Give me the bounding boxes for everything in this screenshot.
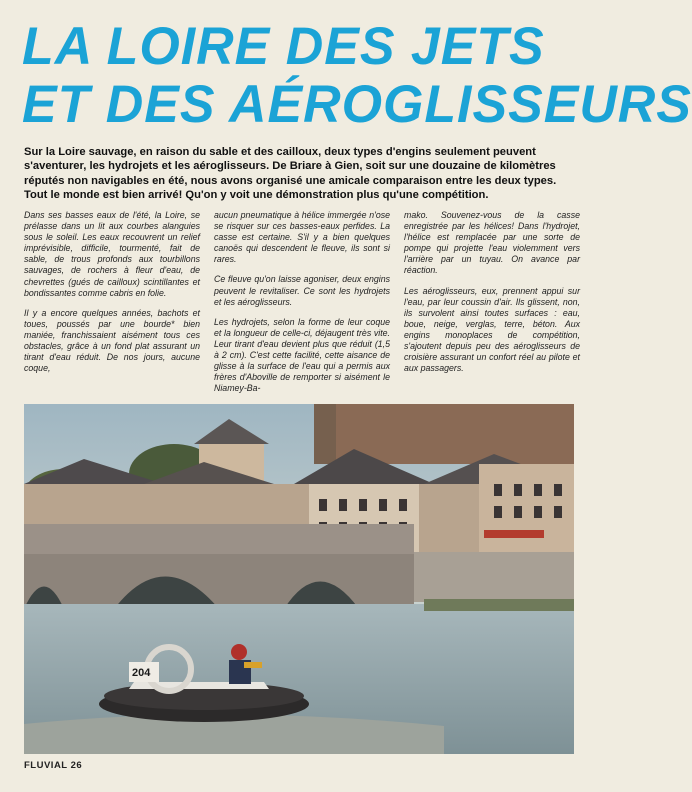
paragraph: mako. Souvenez-vous de la casse enregistrée par les hélices! Dans l'hydrojet, l'hélice est remplacée par une sorte de pompe qui projette l'eau violemment vers l'arrière par un tuyau. On avance par réaction. (404, 210, 580, 276)
title-line-2: ET DES AÉROGLISSEURS (22, 75, 692, 134)
column-1 (24, 210, 200, 400)
photo-illustration (24, 404, 574, 754)
title-line-1: LA LOIRE DES JETS (22, 17, 545, 76)
paragraph: Dans ses basses eaux de l'été, la Loire, se prélasse dans un lit aux courbes alanguies sous le soleil. Les eaux recouvrent un relief imprévisible, difficile, tourmenté, fait de sable, de trous profonds aux tourbillons sauvages, de rochers à fleur d'eau, de chevrettes (gués de cailloux) scintillantes et bondissantes comme cabris en folie. (24, 210, 200, 298)
column-2 (214, 210, 390, 400)
page-number: 26 (70, 760, 83, 771)
body-columns (24, 210, 580, 400)
paragraph: Il y a encore quelques années, bachots et toues, poussés par une bourde* bien maniée, franchissaient aisément tous ces obstacles, grâce à un fond plat assurant un tirant d'eau réduit. De nos jours, aucune coque, (24, 307, 200, 374)
paragraph: Les hydrojets, selon la forme de leur coque et la longueur de celle-ci, déjaugent très vite. Leur tirant d'eau devient plus que réduit (1,5 à 2 cm). C'est cette facilité, cette aisance de glisse à la surface de l'eau qui a permis aux frères d'Aboville de remporter si aisément le Niamey-Ba- (214, 316, 390, 394)
article-lead: Sur la Loire sauvage, en raison du sable et des cailloux, deux types d'engins seulement peuvent s'aventurer, les hydrojets et les aéroglisseurs. De Briare à Gien, soit sur une douzaine de kilomètres réputés non navigables en été, nous avons organisé une amicale comparaison entre les deux types. Tout le monde est bien arrivé! Qu'on y voit une démonstration plus qu'une compétition. (24, 146, 557, 201)
paragraph: aucun pneumatique à hélice immergée n'ose se risquer sur ces basses-eaux perfides. La casse est certaine. S'il y a bien quelques canoës qui descendent le fleuve, ils sont si rares. (214, 210, 390, 265)
craft-number: 204 (132, 667, 151, 679)
magazine-name: FLUVIAL (24, 760, 68, 771)
paragraph: Les aéroglisseurs, eux, prennent appui sur l'eau, par leur coussin d'air. Ils glissent, non, ils survolent ainsi toutes surfaces : eau, boue, neige, verglas, terre, béton. Aux engins monoplaces de compétition, s'ajoutent depuis peu des aéroglisseurs de croisière assurant un confort réel au pilote et aux passagers. (404, 285, 580, 374)
article-title (22, 17, 692, 134)
paragraph: Ce fleuve qu'on laisse agoniser, deux engins peuvent le revitaliser. Ce sont les hydrojets et les aéroglisseurs. (214, 274, 390, 307)
hovercraft-photo (24, 404, 574, 754)
page-footer (24, 760, 82, 771)
column-3 (404, 210, 580, 400)
